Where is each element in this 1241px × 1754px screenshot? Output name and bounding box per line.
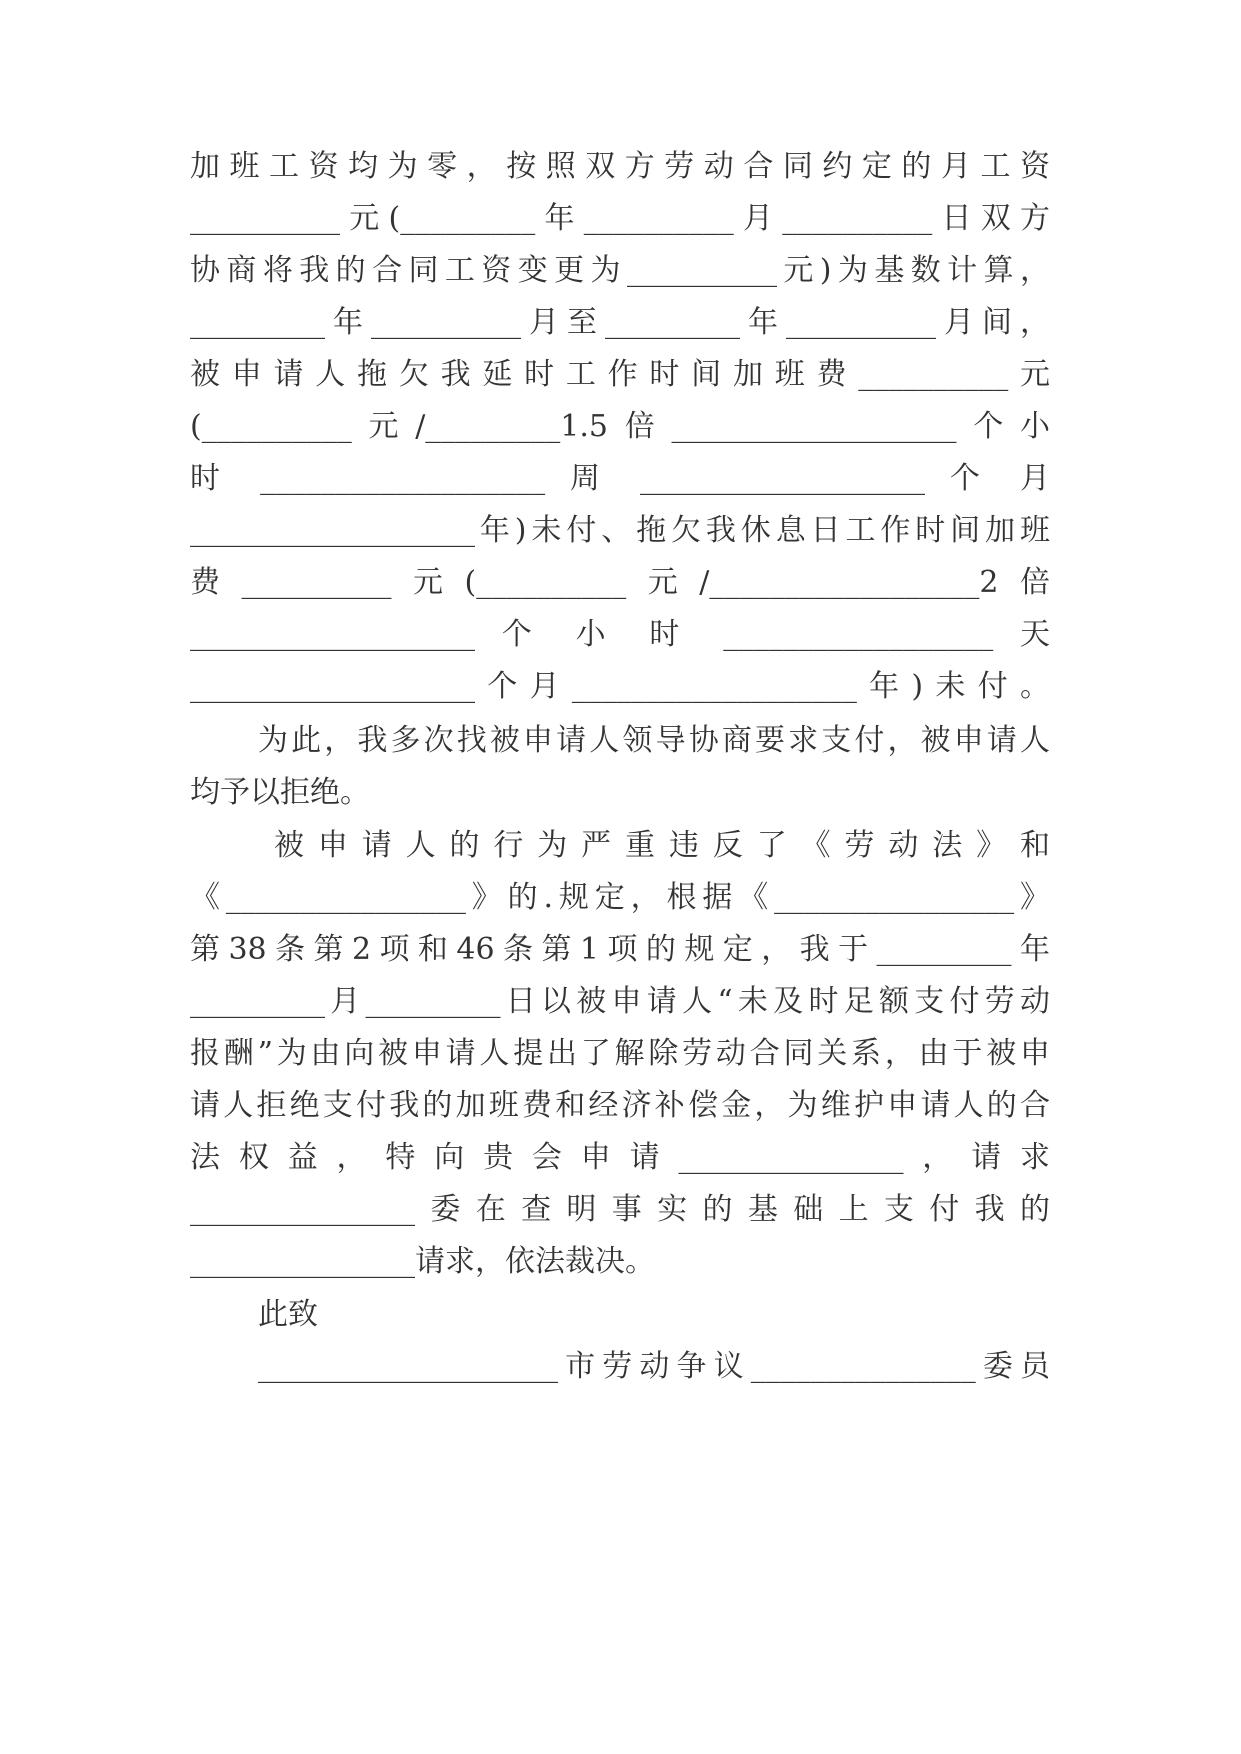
body-line: 加班工资均为零，按照双方劳动合同约定的月工资 [190,149,1050,184]
recipient-line: ____________________市劳动争议_______________委员 [258,1349,1050,1384]
body-line: _______________请求，依法裁决。 [190,1244,655,1279]
body-line: _______________委在查明事实的基础上支付我的 [190,1192,1050,1227]
salutation: 此致 [258,1297,318,1332]
body-line: _________年__________月至_________年__________月间， [190,305,1050,340]
paragraph-line: 为此，我多次找被申请人领导协商要求支付，被申请人 [258,723,1050,758]
body-line: _________月_________日以被申请人“未及时足额支付劳动 [190,984,1050,1019]
body-line: 费__________元(__________元/__________________2倍 [190,565,1050,600]
paragraph-line: 均予以拒绝。 [190,775,370,810]
paragraph-line: 被申请人的行为严重违反了《劳动法》和 [274,828,1050,863]
body-line: 被申请人拖欠我延时工作时间加班费__________元 [190,357,1050,392]
body-line: (__________元/_________1.5倍___________________个小 [190,409,1050,444]
body-line: 法权益，特向贵会申请_______________，请求 [190,1140,1050,1175]
body-line: ___________________ 个 小 时 __________________ 天 [190,617,1050,652]
body-line: 《________________》的.规定，根据《________________》 [190,880,1050,915]
body-line: ___________________个月___________________年)未付。 [190,669,1050,704]
body-line: 协商将我的合同工资变更为__________元)为基数计算， [190,253,1050,288]
body-line: 报酬”为由向被申请人提出了解除劳动合同关系，由于被申 [190,1036,1050,1071]
body-line: ___________________年)未付、拖欠我休息日工作时间加班 [190,513,1050,548]
body-line: 请人拒绝支付我的加班费和经济补偿金，为维护申请人的合 [190,1088,1050,1123]
body-line: 时 ___________________ 周 ___________________ 个 月 [190,461,1050,496]
body-line: 第38条第2项和46条第1项的规定，我于_________年 [190,932,1050,967]
body-line: __________元(_________年__________月__________日双方 [190,201,1050,236]
